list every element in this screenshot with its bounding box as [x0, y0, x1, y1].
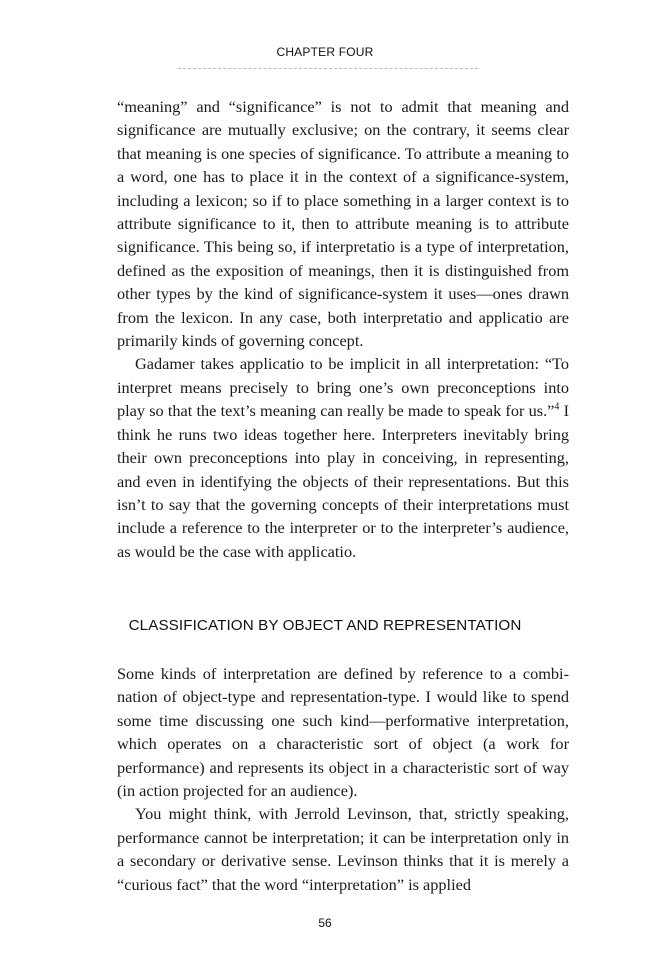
body-text-section-2 — [117, 662, 569, 896]
header-rule — [178, 68, 478, 69]
page-number: 56 — [318, 916, 332, 930]
paragraph: You might think, with Jerrold Levinson, that, strictly speaking, performance cannot be interpretation; it can be interpretation only in a secondary or derivative sense. Levinson thinks that it is merely a “curious fact” that the word “interpretation” is applied — [117, 804, 569, 894]
footnote-reference: 4 — [554, 401, 560, 413]
paragraph-with-note — [117, 352, 569, 563]
running-head: CHAPTER FOUR — [276, 45, 374, 59]
paragraph: Some kinds of interpretation are defined by reference to a combination of object-type and representation-type. I would like to spend some time discussing one such kind—performative interpretation, which operates on a characteristic sort of object (a work for performance) and represents its object in a characteristic sort of way (in action projected for an audience). — [117, 664, 569, 801]
body-text-section-1 — [117, 95, 569, 563]
paragraph-text: Gadamer takes applicatio to be implicit in all interpretation: “To interpret means precisely to bring one’s own preconceptions into play so that the text’s meaning can really be made to speak for us.” — [117, 354, 569, 421]
section-heading: CLASSIFICATION BY OBJECT AND REPRESENTATION — [128, 617, 522, 634]
paragraph: “meaning” and “significance” is not to admit that meaning and significance are mutually exclusive; on the contrary, it seems clear that meaning is one species of significance. To attribute a meaning to a word, one has to place it in the context of a significance-system, including a lexicon; so if to place something in a larger context is to attribute significance to it, then to attribute meaning is to attribute significance. This being so, if interpretatio is a type of interpretation, defined as the exposition of meanings, then it is distinguished from other types by the kind of significance-system it uses—ones drawn from the lexicon. In any case, both interpretatio and applicatio are primarily kinds of governing concept. — [117, 97, 569, 351]
paragraph-text: I think he runs two ideas together here. Interpreters inevitably bring their own preconceptions into play in conceiving, in representing, and even in identifying the objects of their representations. But this isn’t to say that the governing concepts of their interpretations must include a reference to the interpreter or to the interpreter’s audience, as would be the case with applicatio. — [117, 401, 569, 561]
